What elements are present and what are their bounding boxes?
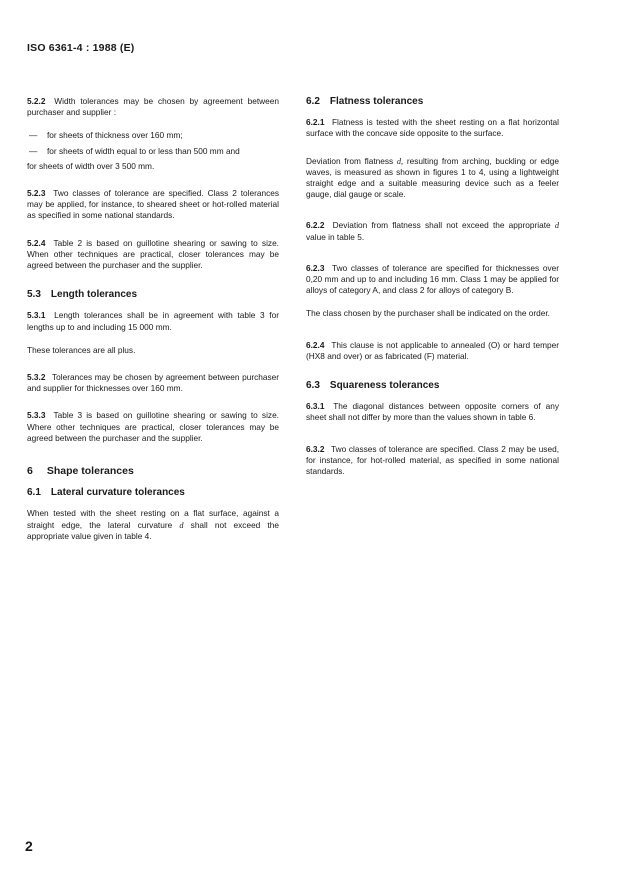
list-continuation: for sheets of width over 3 500 mm. [27, 160, 155, 171]
clause-number: 5.3.1 [27, 310, 46, 321]
section-heading-6-3: 6.3 Squareness tolerances [306, 380, 440, 392]
clause-6-2-4 [306, 340, 559, 362]
clause-text: The diagonal distances between opposite corners of any sheet shall not differ by more than the values shown in table 6. [306, 401, 560, 423]
document-header: ISO 6361-4 : 1988 (E) [27, 42, 135, 54]
clause-text: Two classes of tolerance are specified. Class 2 may be used, for instance, for hot-rolled material, as specified in some national standards. [306, 443, 559, 477]
clause-number: 5.2.3 [27, 188, 46, 199]
clause-6-3-1 [306, 401, 559, 423]
section-heading-6-2: 6.2 Flatness tolerances [306, 96, 424, 107]
clause-text: Flatness is tested with the sheet resting on a flat horizontal surface with the concave side opposite to the surface. [306, 117, 560, 139]
clause-6-2-1 [306, 117, 559, 139]
clause-5-3-1-note: These tolerances are all plus. [27, 344, 136, 355]
right-column [306, 96, 559, 489]
clause-6-2-2: 6.2.2 Deviation from flatness shall not exceed the appropriate d value in table 5. [306, 220, 560, 242]
clause-6-2-3 [306, 263, 559, 297]
dash-bullet: — [29, 145, 38, 156]
clause-text: Two classes of tolerance are specified for thicknesses over 0,20 mm and up to and including 16 mm. Class 1 may be applied for alloys of category A, and class 2 for alloys of category B. [306, 262, 559, 296]
clause-5-2-3 [27, 188, 279, 222]
left-column [27, 96, 279, 554]
clause-number: 6.3.1 [306, 401, 325, 412]
clause-5-2-4 [27, 238, 279, 272]
clause-number: 6.2.3 [306, 262, 325, 273]
clause-text: Table 2 is based on guillotine shearing or sawing to size. When other techniques are practical, closer tolerances may be agreed between the purchaser and the supplier. [27, 237, 279, 271]
list-item: — for sheets of width equal to or less than 500 mm and [29, 145, 240, 156]
clause-6-3-2 [306, 444, 559, 478]
clause-6-1: When tested with the sheet resting on a flat surface, against a straight edge, the lateral curvature d shall not exceed the appropriate value given in table 4. [27, 508, 279, 541]
clause-text: Length tolerances shall be in agreement with table 3 for lengths up to and including 15 000 mm. [27, 310, 279, 332]
clause-text: This clause is not applicable to annealed (O) or hard temper (HX8 and over) or as fabricated (F) material. [306, 339, 560, 361]
clause-text: Width tolerances may be chosen by agreement between purchaser and supplier : [27, 96, 279, 118]
clause-text: Tolerances may be chosen by agreement between purchaser and supplier for thicknesses over 160 mm. [27, 372, 280, 394]
list-item: — for sheets of thickness over 160 mm; [29, 130, 183, 141]
section-heading-6-1: 6.1 Lateral curvature tolerances [27, 487, 185, 499]
variable-d: d [554, 221, 560, 231]
variable-d: d, [396, 156, 404, 166]
section-heading-6: 6 Shape tolerances [27, 465, 134, 478]
clause-6-2-3-note: The class chosen by the purchaser shall be indicated on the order. [306, 308, 550, 319]
variable-d: d [179, 520, 184, 530]
clause-number: 5.3.2 [27, 372, 46, 383]
clause-5-2-2 [27, 96, 279, 118]
clause-5-3-2 [27, 372, 279, 394]
dash-bullet: — [29, 130, 38, 141]
clause-5-3-1 [27, 310, 279, 332]
clause-text: Table 3 is based on guillotine shearing or sawing to size. Where other techniques are practical, closer tolerances may be agreed between the purchaser and the supplier. [27, 410, 279, 443]
clause-number: 5.2.4 [27, 237, 46, 248]
clause-5-3-3 [27, 410, 279, 444]
clause-number: 5.3.3 [27, 410, 46, 421]
clause-text: Two classes of tolerance are specified. Class 2 tolerances may be applied, for instance, to sheared sheet or hot-rolled material as specified in some national standards. [27, 188, 279, 221]
page-number: 2 [25, 838, 33, 854]
clause-number: 6.2.2 [306, 220, 325, 231]
section-heading-5-3: 5.3 Length tolerances [27, 289, 138, 301]
clause-number: 6.3.2 [306, 443, 325, 454]
clause-number: 5.2.2 [27, 96, 46, 106]
clause-number: 6.2.1 [306, 117, 325, 128]
clause-number: 6.2.4 [306, 339, 325, 350]
clause-6-2-1-deviation: Deviation from flatness d, resulting from arching, buckling or edge waves, is measured as shown in figures 1 to 4, using a lightweight straight edge and a suitable measuring device such as a feeler gauge, dial gauge or scale. [306, 155, 560, 200]
